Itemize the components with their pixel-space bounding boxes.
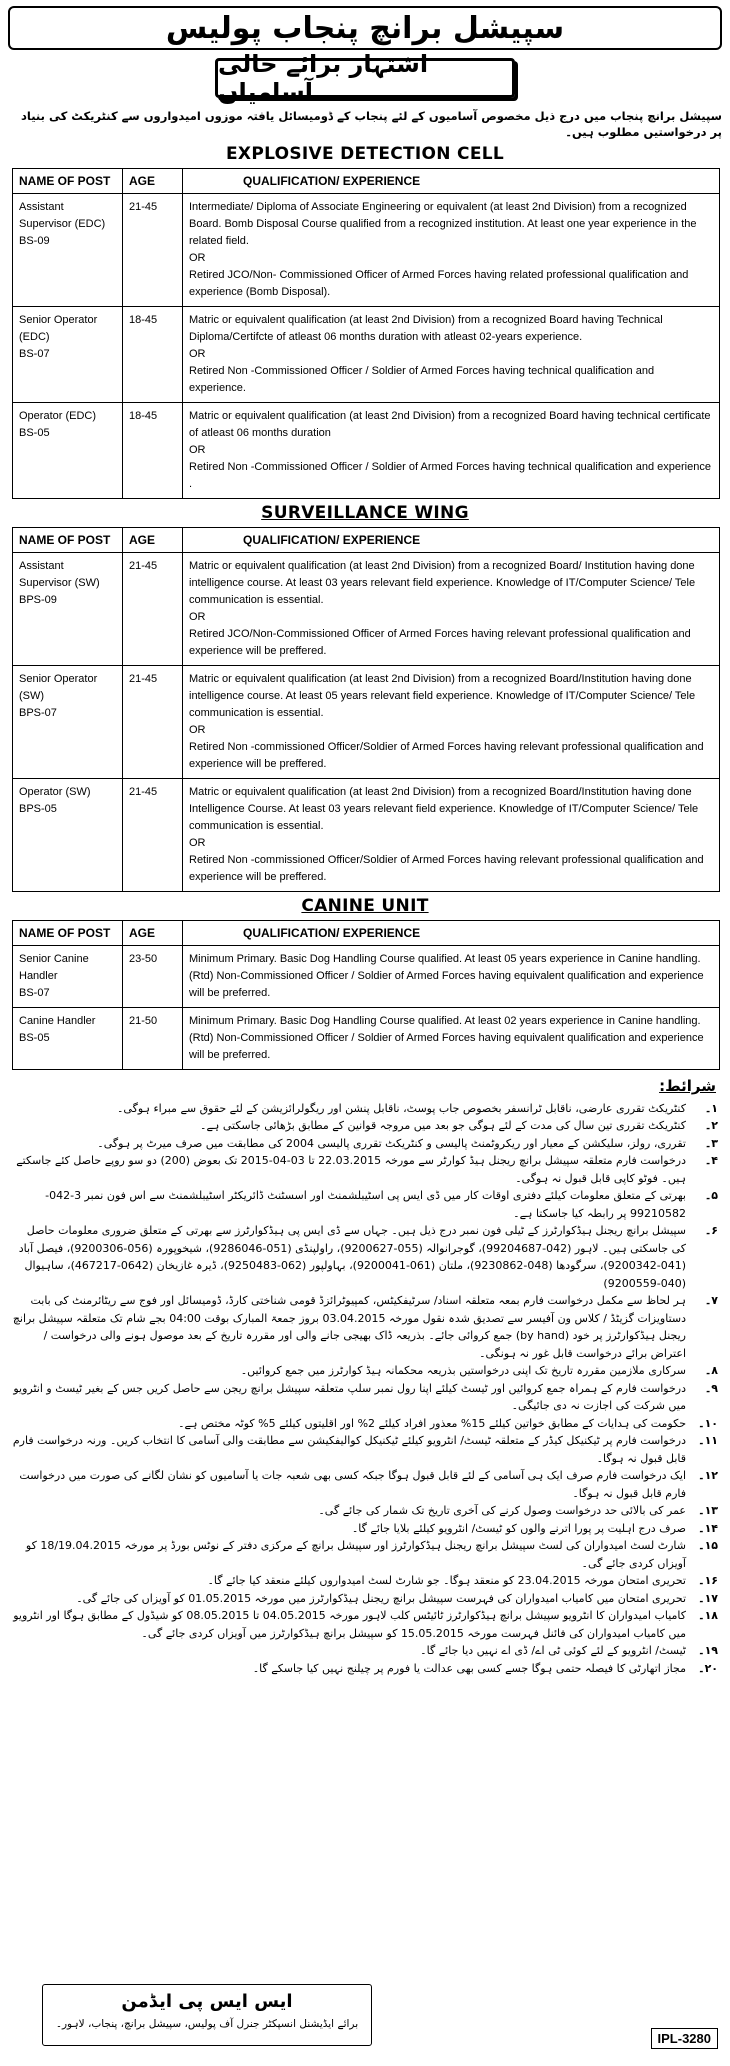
signatory-designation: برائے ایڈیشنل انسپکٹر جنرل آف پولیس، سپیشل برانچ، پنجاب، لاہور۔ — [55, 2018, 359, 2030]
age-cell: 21-45 — [123, 553, 183, 666]
table-row — [13, 553, 720, 666]
term-text: درخواست فارم متعلقہ سپیشل برانچ ریجنل ہیڈ کوارٹر سے مورخہ 22.03.2015 تا 03-04-2015 تک بعوض (200) دو سو روپے حاصل کئے جاسکتے ہیں۔ فوٹو کاپی قابل قبول نہ ہوگی۔ — [16, 1154, 686, 1185]
term-number: ۱۔ — [704, 1101, 718, 1115]
table-row — [13, 403, 720, 499]
footer — [12, 1984, 718, 2054]
term-number: ۵۔ — [704, 1189, 718, 1202]
list-item — [8, 1642, 722, 1660]
term-number: ۱۱۔ — [698, 1434, 718, 1447]
age-cell: 18-45 — [123, 403, 183, 499]
term-text: شارٹ لسٹ امیدواران کی لسٹ سپیشل برانچ ریجنل ہیڈکوارٹرز اور سپیشل برانچ کے مرکزی دفتر کے نوٹس بورڈ پر مورخہ 18/19.04.2015 کو آویزاں کردی جائے گی۔ — [25, 1539, 686, 1570]
term-text: تقرری، رولز، سلیکشن کے معیار اور ریکروٹمنٹ پالیسی و کنٹریکٹ تقرری پالیسی 2004 کی مطابقت میں صرف میرٹ پر ہوگی۔ — [97, 1136, 686, 1150]
table-row — [13, 194, 720, 307]
column-header-age: AGE — [123, 528, 183, 553]
list-item — [8, 1100, 722, 1118]
term-text: کنٹریکٹ تقرری تین سال کی مدت کے لئے ہوگی جو بعد میں مروجہ قوانین کے مطابق بڑھائی جاسکتی ہے۔ — [200, 1119, 686, 1132]
signatory-name: ایس ایس پی ایڈمن — [121, 1991, 293, 2012]
qualification-text: Retired Non -commissioned Officer/Soldier of Armed Forces having relevant professional qualification and experience will be preffered. — [189, 854, 704, 883]
section-title: CANINE UNIT — [301, 896, 429, 916]
list-item — [8, 1572, 722, 1590]
qualification-text: Matric or equivalent qualification (at least 2nd Division) from a recognized Board having technical certificate of atleast 06 months duration — [189, 410, 711, 439]
section-title: SURVEILLANCE WING — [261, 503, 469, 523]
age-cell: 21-45 — [123, 194, 183, 307]
term-text: ٹیسٹ/ انٹرویو کے لئے کوئی ٹی اے/ ڈی اے نہیں دیا جائے گا۔ — [420, 1644, 686, 1657]
qualification-cell — [183, 946, 720, 1008]
term-number: ۱۳۔ — [698, 1504, 718, 1517]
table-row — [13, 666, 720, 779]
post-name-line: BPS-09 — [19, 594, 57, 606]
list-item — [8, 1607, 722, 1642]
term-number: ۱۷۔ — [698, 1591, 718, 1605]
list-item — [8, 1362, 722, 1380]
qualification-text: Matric or equivalent qualification (at least 2nd Division) from a recognized Board having Technical Diploma/Certifcte of atleast 06 months duration with atleast 02-years experience. — [189, 314, 663, 343]
qualification-cell — [183, 1008, 720, 1070]
table-header-row — [13, 528, 720, 553]
list-item — [8, 1537, 722, 1572]
column-header-qual: QUALIFICATION/ EXPERIENCE — [183, 169, 720, 194]
term-text: صرف درج اہلیت پر پورا اترنے والوں کو ٹیسٹ/ انٹرویو کیلئے بلایا جائے گا۔ — [351, 1521, 686, 1535]
qualification-cell — [183, 553, 720, 666]
intro-text: سپیشل برانچ پنجاب میں درج ذیل مخصوص آسامیوں کے لئے پنجاب کے ڈومیسائل یافتہ موزوں امیدواروں سے کنٹریکٹ کی بنیاد پر درخواستیں مطلوب ہیں۔ — [21, 109, 722, 139]
post-name-cell — [13, 403, 123, 499]
or-separator: OR — [189, 611, 206, 623]
list-item — [8, 1135, 722, 1153]
posts-table — [12, 920, 720, 1070]
qualification-text: Matric or equivalent qualification (at least 2nd Division) from a recognized Board/Institution having done intelligence course. At least 05 years relevant field experience. Knowledge of IT/Computer Science/ Tele communication is essential. — [189, 673, 696, 719]
term-number: ۱۹۔ — [698, 1644, 718, 1657]
post-name-line: Canine Handler — [19, 1015, 96, 1027]
post-name-cell — [13, 553, 123, 666]
list-item — [8, 1660, 722, 1678]
term-number: ۱۰۔ — [698, 1416, 718, 1430]
table-row — [13, 779, 720, 892]
post-name-line: Assistant — [19, 201, 64, 213]
post-name-cell — [13, 307, 123, 403]
post-name-line: BPS-07 — [19, 707, 57, 719]
qualification-cell — [183, 403, 720, 499]
term-text: درخواست فارم کے ہمراہ جمع کروائیں اور ٹیسٹ کیلئے اپنا رول نمبر سلپ متعلقہ سپیشل برانچ ریجن سے حاصل کریں جس کے بغیر ٹیسٹ و انٹرویو میں شرکت کی اجازت نہ دی جائیگی۔ — [13, 1381, 686, 1412]
list-item — [8, 1590, 722, 1608]
qualification-text: Minimum Primary. Basic Dog Handling Course qualified. At least 02 years experience in Canine handling. (Rtd) Non-Commissioned Officer / Soldier of Armed Forces having equivalent qualification and experience will be preferred. — [189, 1015, 704, 1061]
table-header-row — [13, 921, 720, 946]
post-name-line: (EDC) — [19, 331, 50, 343]
list-item — [8, 1502, 722, 1520]
posts-table — [12, 527, 720, 892]
list-item — [8, 1187, 722, 1222]
column-header-age: AGE — [123, 169, 183, 194]
column-header-name: NAME OF POST — [13, 528, 123, 553]
term-number: ۲۔ — [704, 1119, 718, 1132]
post-name-line: Senior Operator — [19, 314, 98, 326]
qualification-cell — [183, 779, 720, 892]
post-name-line: BS-05 — [19, 1032, 50, 1044]
column-header-age: AGE — [123, 921, 183, 946]
qualification-cell — [183, 194, 720, 307]
posts-table — [12, 168, 720, 499]
list-item — [8, 1520, 722, 1538]
term-text: بھرتی کے متعلق معلومات کیلئے دفتری اوقات کار میں ڈی ایس پی اسٹیبلشمنٹ اور اسسٹنٹ ڈائریکٹر اسٹیبلشمنٹ سے اس فون نمبر 3-042-99210582 پر رابطہ کیا جاسکتا ہے۔ — [45, 1189, 686, 1220]
column-header-name: NAME OF POST — [13, 921, 123, 946]
table-header-row — [13, 169, 720, 194]
or-separator: OR — [189, 724, 206, 736]
qualification-text: Intermediate/ Diploma of Associate Engineering or equivalent (at least 2nd Division) from a recognized Board. Bomb Disposal Course qualified from a recognized institution. At least one year experience in the related field. — [189, 201, 697, 247]
post-name-line: BS-05 — [19, 427, 50, 439]
term-number: ۱۶۔ — [698, 1574, 718, 1587]
or-separator: OR — [189, 252, 206, 264]
age-cell: 21-45 — [123, 666, 183, 779]
term-text: ایک درخواست فارم صرف ایک ہی آسامی کے لئے قابل قبول ہوگا جبکہ کسی بھی شعبہ جات یا آسامیوں کو نشان لگانے کی صورت میں درخواست فارم قابل قبول نہ ہوگا۔ — [19, 1469, 686, 1500]
list-item — [8, 1292, 722, 1362]
section-title: EXPLOSIVE DETECTION CELL — [226, 144, 504, 164]
qualification-text: Matric or equivalent qualification (at least 2nd Division) from a recognized Board/Institution having done Intelligence Course. At least 03 years relevant field experience. Knowledge of IT/Computer Science/ Tele communication is essential. — [189, 786, 699, 832]
or-separator: OR — [189, 348, 206, 360]
post-name-line: Supervisor (SW) — [19, 577, 100, 589]
term-text: عمر کی بالائی حد درخواست وصول کرنے کی آخری تاریخ تک شمار کی جائے گی۔ — [318, 1504, 686, 1517]
post-name-line: (SW) — [19, 690, 45, 702]
term-text: حکومت کی ہدایات کے مطابق خواتین کیلئے 15% معذور افراد کیلئے 2% اور اقلیتوں کیلئے 5% کوٹہ مختص ہے۔ — [178, 1416, 686, 1430]
term-number: ۲۰۔ — [698, 1661, 718, 1675]
qualification-text: Retired Non -Commissioned Officer / Soldier of Armed Forces having technical qualification and experience. — [189, 365, 655, 394]
term-text: سپیشل برانچ ریجنل ہیڈکوارٹرز کے ٹیلی فون نمبر درج ذیل ہیں۔ جہاں سے ڈی ایس پی ہیڈکوارٹرز سے بھرتی کے متعلق ضروری معلومات حاصل کی جاسکتی ہیں۔ لاہور (042-99204687)، گوجرانوالہ (055-9200627)، راولپنڈی (051-9286046)، شیخوپورہ (056-9200306)، فیصل آباد (041-9200342)، سرگودھا (048-9230862)، ملتان (061-9200041)، بہاولپور (062-9250483)، ڈیرہ غازیخان (0642-467217)، ساہیوال (040-9200559) — [18, 1224, 686, 1290]
qualification-text: Retired Non -Commissioned Officer / Soldier of Armed Forces having technical qualification and experience . — [189, 461, 711, 490]
post-name-line: Senior Operator — [19, 673, 98, 685]
term-number: ۴۔ — [704, 1154, 718, 1167]
term-number: ۱۴۔ — [698, 1521, 718, 1535]
post-name-cell — [13, 946, 123, 1008]
terms-list — [8, 1100, 722, 1678]
term-text: سرکاری ملازمین مقررہ تاریخ تک اپنی درخواستیں بذریعہ محکمانہ ہیڈ کوارٹرز میں جمع کروائیں۔ — [240, 1364, 686, 1377]
age-cell: 18-45 — [123, 307, 183, 403]
list-item — [8, 1415, 722, 1433]
table-row — [13, 946, 720, 1008]
term-number: ۷۔ — [704, 1294, 718, 1307]
qualification-text: Minimum Primary. Basic Dog Handling Course qualified. At least 05 years experience in Canine handling. (Rtd) Non-Commissioned Officer / Soldier of Armed Forces having equivalent qualification and experience will be preferred. — [189, 953, 704, 999]
term-text: کامیاب امیدواران کا انٹرویو سپیشل برانچ ہیڈکوارٹرز ٹائیٹس کلب لاہور مورخہ 04.05.2015 تا 08.05.2015 کو شیڈول کے مطابق ہوگا اور انٹرویو میں کامیاب امیدواران کی فائنل فہرست مورخہ 15.05.2015 کو سپیشل برانچ ہیڈکوارٹرز میں آویزاں کردی جائے گی۔ — [13, 1609, 686, 1640]
age-cell: 21-50 — [123, 1008, 183, 1070]
or-separator: OR — [189, 444, 206, 456]
post-name-line: BPS-05 — [19, 803, 57, 815]
page-subtitle: اشتہار برائے خالی آسامیاں — [215, 58, 515, 98]
column-header-qual: QUALIFICATION/ EXPERIENCE — [183, 528, 720, 553]
ipl-reference: IPL-3280 — [651, 2028, 718, 2049]
post-name-cell — [13, 779, 123, 892]
terms-section — [8, 1078, 722, 1677]
list-item — [8, 1432, 722, 1467]
post-name-line: Supervisor (EDC) — [19, 218, 106, 230]
column-header-qual: QUALIFICATION/ EXPERIENCE — [183, 921, 720, 946]
post-name-line: Assistant — [19, 560, 64, 572]
list-item — [8, 1467, 722, 1502]
terms-title: شرائط: — [659, 1077, 716, 1095]
signature-block — [42, 1984, 372, 2046]
age-cell: 21-45 — [123, 779, 183, 892]
table-row — [13, 307, 720, 403]
post-name-line: BS-07 — [19, 987, 50, 999]
list-item — [8, 1222, 722, 1292]
post-name-line: Operator (SW) — [19, 786, 91, 798]
term-text: تحریری امتحان میں کامیاب امیدواران کی فہرست سپیشل برانچ ریجنل ہیڈکوارٹرز میں مورخہ 01.05.2015 کو آویزاں کی جائے گی۔ — [76, 1591, 686, 1605]
qualification-text: Retired Non -commissioned Officer/Soldier of Armed Forces having relevant professional qualification and experience will be preffered. — [189, 741, 704, 770]
term-number: ۱۲۔ — [698, 1469, 718, 1482]
qualification-text: Retired JCO/Non-Commissioned Officer of Armed Forces having relevant professional qualification and experience will be preffered. — [189, 628, 691, 657]
post-name-line: Operator (EDC) — [19, 410, 97, 422]
table-row — [13, 1008, 720, 1070]
or-separator: OR — [189, 837, 206, 849]
term-number: ۳۔ — [704, 1136, 718, 1150]
post-name-line: Handler — [19, 970, 58, 982]
page-title: سپیشل برانچ پنجاب پولیس — [8, 6, 722, 50]
list-item — [8, 1117, 722, 1135]
term-text: تحریری امتحان مورخہ 23.04.2015 کو منعقد ہوگا۔ جو شارٹ لسٹ امیدواروں کیلئے منعقد کیا جائے گا۔ — [207, 1574, 686, 1587]
post-name-line: BS-07 — [19, 348, 50, 360]
post-name-cell — [13, 666, 123, 779]
age-cell: 23-50 — [123, 946, 183, 1008]
post-name-cell — [13, 194, 123, 307]
term-number: ۶۔ — [704, 1224, 718, 1237]
qualification-cell — [183, 307, 720, 403]
qualification-text: Retired JCO/Non- Commissioned Officer of Armed Forces having related professional qualification and experience (Bomb Disposal). — [189, 269, 689, 298]
qualification-cell — [183, 666, 720, 779]
term-text: مجاز اتھارٹی کا فیصلہ حتمی ہوگا جسے کسی بھی عدالت یا فورم پر چیلنج نہیں کیا جاسکے گا۔ — [252, 1661, 686, 1675]
list-item — [8, 1152, 722, 1187]
term-text: ہر لحاظ سے مکمل درخواست فارم بمعہ متعلقہ اسناد/ سرٹیفکیٹس، کمپیوٹرائزڈ قومی شناختی کارڈ، ڈومیسائل اور فوج سے ریٹائرمنٹ کی بابت دستاویزات گزیٹڈ / کلاس ون آفیسر سے تصدیق شدہ نقول مورخہ 03.04.2015 بروز جمعۃ المبارک بوقت 04:00 بجے شام تک متعلقہ سپیشل برانچ ریجنل ہیڈکوارٹرز پر خود (by hand) جمع کروائی جائے۔ بذریعہ ڈاک بھیجی جانے والی اور مقررہ تاریخ کے بعد موصول ہونے والی درخواست / اعتراض برائے درخواست قابل غور نہ ہونگی۔ — [12, 1294, 686, 1360]
term-number: ۱۵۔ — [698, 1539, 718, 1552]
post-name-cell — [13, 1008, 123, 1070]
sections — [8, 144, 722, 1070]
term-number: ۸۔ — [704, 1364, 718, 1377]
term-number: ۱۸۔ — [698, 1609, 718, 1622]
column-header-name: NAME OF POST — [13, 169, 123, 194]
list-item — [8, 1380, 722, 1415]
post-name-line: Senior Canine — [19, 953, 89, 965]
term-number: ۹۔ — [704, 1381, 718, 1395]
term-text: کنٹریکٹ تقرری عارضی، ناقابل ٹرانسفر بخصوص جاب پوسٹ، ناقابل پنشن اور ریگولرائزیشن کے لئے حقوق سے مبراء ہوگی۔ — [116, 1101, 686, 1115]
advertisement-page — [8, 6, 722, 2060]
term-text: درخواست فارم پر ٹیکنیکل کیڈر کے متعلقہ ٹیسٹ/ انٹرویو کیلئے ٹیکنیکل کوالیفکیشن سے مطابقت والی آسامی کا انتخاب کریں۔ ورنہ درخواست فارم قابل قبول نہ ہوگا۔ — [12, 1434, 686, 1465]
post-name-line: BS-09 — [19, 235, 50, 247]
qualification-text: Matric or equivalent qualification (at least 2nd Division) from a recognized Board/ Institution having done intelligence course. At least 03 years relevant field experience. Knowledge of IT/Computer Science/ Tele communication is essential. — [189, 560, 696, 606]
